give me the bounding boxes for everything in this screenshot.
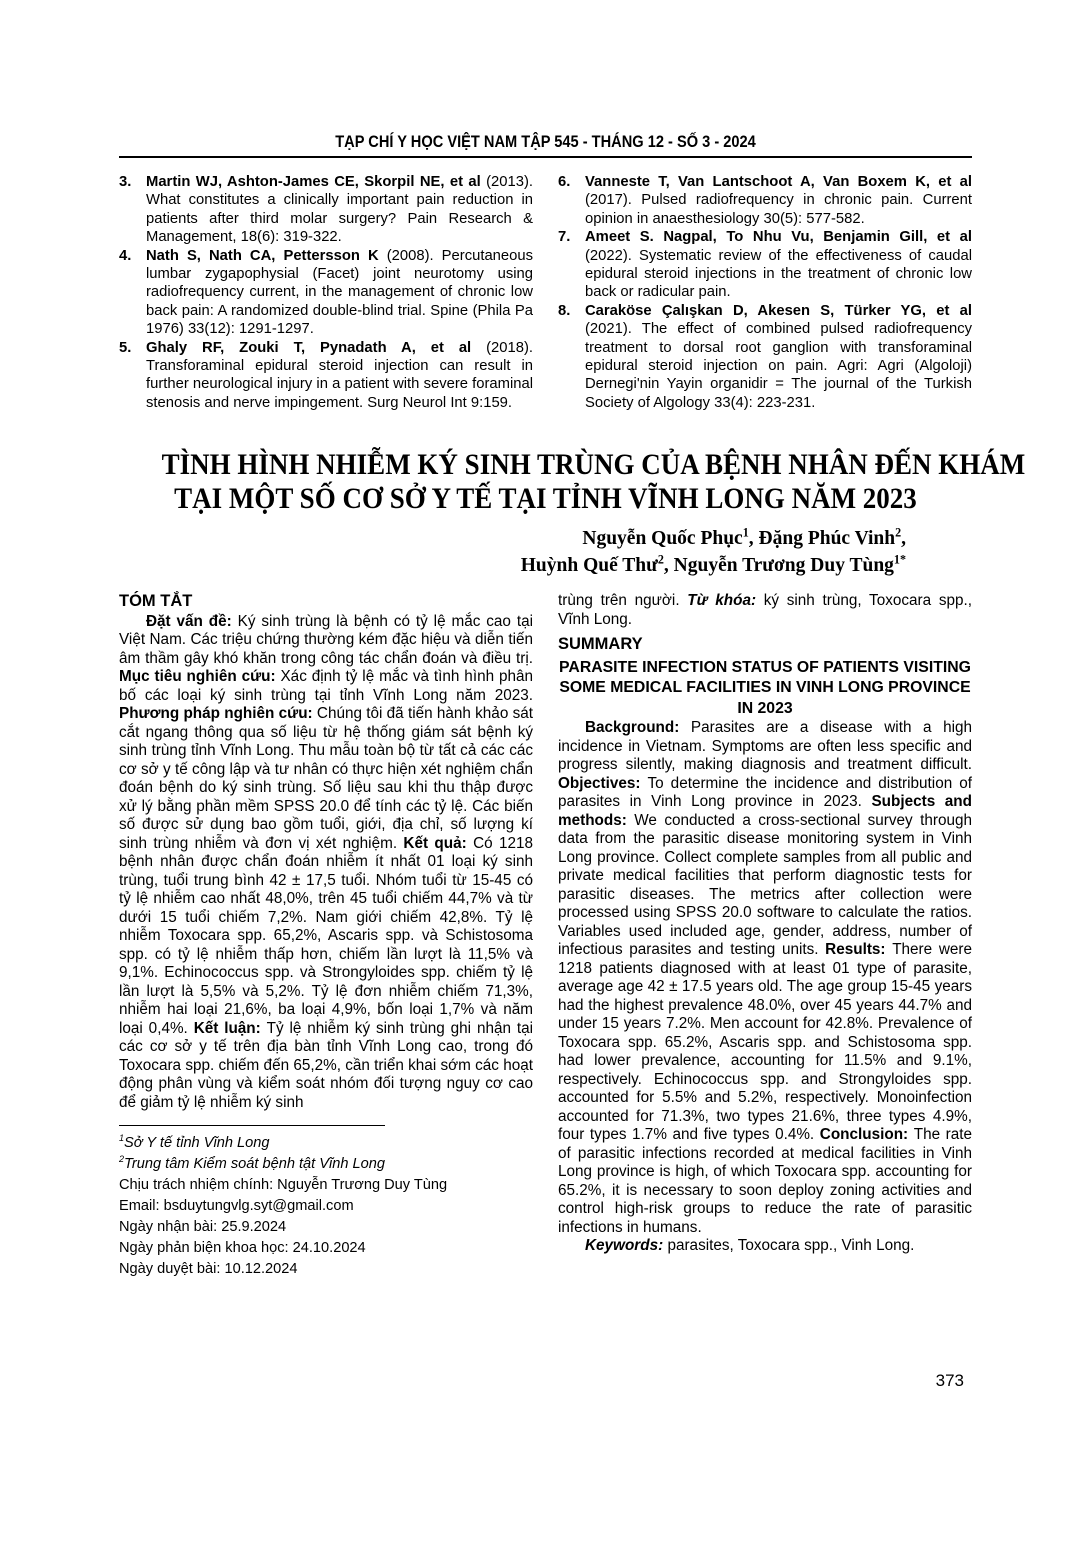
author-affiliation-mark: 1 bbox=[742, 525, 749, 540]
abstract-continuation-paragraph bbox=[558, 592, 972, 629]
keywords-label-vi: Từ khóa: bbox=[687, 592, 764, 610]
abstract-label-results: Kết quả: bbox=[403, 834, 474, 852]
reference-list bbox=[119, 173, 972, 412]
reference-authors: Caraköse Çalışkan D, Akesen S, Türker YG, et al bbox=[585, 302, 972, 319]
text-run: (2013). What constitutes a clinically important pain reduction in patients after third molar surgery? Pain Research & Management, 18(6): 319-322. bbox=[146, 174, 533, 246]
reference-item bbox=[119, 247, 533, 339]
journal-header bbox=[119, 132, 972, 158]
text-run: Có 1218 bệnh nhân được chẩn đoán nhiễm ít nhất 01 loại ký sinh trùng, tuổi trung bình 42 ± 17,5 tuổi. Nhóm tuổi từ 15-45 có tỷ lệ nhiễm cao nhất 48,0%, trên 45 tuổi chiếm 44,7% và từ dưới 15 tuổi chiếm 7,2%. Nam giới chiếm 42,8%. Tỷ lệ nhiễm Toxocara spp. 65,2%, Ascaris spp. và Schistosoma spp. có tỷ lệ nhiễm thấp hơn, chiếm lần lượt là 11,5% và 9,1%. Echinococcus spp. và Strongyloides spp. chiếm tỷ lệ lần lượt là 5,5% và 5,2%. Tỷ lệ đơn nhiễm chiếm 71,3%, nhiễm hai loại 21,6%, ba loại 4,9%, bốn loại 1,7% và năm loại 0,4%. bbox=[119, 834, 533, 1037]
text-run: parasites, Toxocara spp., Vinh Long. bbox=[667, 1237, 915, 1255]
author-name: , Đặng Phúc Vinh bbox=[748, 528, 896, 550]
body-column-right bbox=[558, 592, 972, 1280]
reference-column-right bbox=[558, 173, 972, 412]
text-run: (2018). Transforaminal epidural steroid injection can result in further neurological injury in a patient with severe foraminal stenosis and nerve impingement. Surg Neurol Int 9:159. bbox=[146, 339, 533, 411]
abstract-paragraph bbox=[119, 613, 533, 1113]
abstract-heading: TÓM TẮT bbox=[119, 592, 193, 611]
reference-text bbox=[146, 247, 533, 339]
reference-item bbox=[558, 228, 972, 302]
summary-paragraph bbox=[558, 719, 972, 1237]
text-run: trùng trên người. bbox=[558, 592, 688, 610]
author-affiliation-mark: 2 bbox=[895, 525, 902, 540]
reference-authors: Ameet S. Nagpal, To Nhu Vu, Benjamin Gill, et al bbox=[585, 229, 972, 246]
affiliation-text: Trung tâm Kiểm soát bệnh tật Vĩnh Long bbox=[124, 1156, 385, 1173]
affiliation-1 bbox=[119, 1133, 533, 1154]
keywords-label-en: Keywords: bbox=[585, 1237, 668, 1255]
reference-item bbox=[558, 302, 972, 412]
summary-label-results: Results: bbox=[825, 941, 893, 959]
text-run: Chúng tôi đã tiến hành khảo sát cắt ngang thông qua số liệu từ hệ thống giám sát bệnh ký sinh trùng tỉnh Vĩnh Long. Thu mẫu toàn bộ từ tất cả các các cơ sở y tế công lập và tư nhân có thực hiện xét nghiệm chẩn đoán bệnh do ký sinh trùng. Số liệu sau khi thu thập được xử lý bằng phần mềm SPSS 20.0 để tính các tỷ lệ. Các biến số được sử dụng bao gồm tuổi, giới, địa chỉ, số lượng kí sinh trùng nhiễm và đơn vị xét nghiệm. bbox=[119, 705, 533, 852]
english-title: PARASITE INFECTION STATUS OF PATIENTS VISITING SOME MEDICAL FACILITIES IN VINH LONG PROVINCE IN 2023 bbox=[559, 658, 971, 717]
reference-authors: Ghaly RF, Zouki T, Pynadath A, et al bbox=[146, 339, 472, 356]
reference-text bbox=[585, 228, 972, 302]
article-title bbox=[119, 448, 1026, 516]
text-run: We conducted a cross-sectional survey through data from the parasitic disease monitoring system in Vinh Long province. Collect complete samples from all public and private medical facilities that perform diagnostic tests for parasitic diseases. The metrics after collection were processed using SPSS 20.0 software to calculate the ratios. Variables used included age, gender, address, number of infectious parasites and testing units. bbox=[558, 811, 972, 959]
summary-label-background: Background: bbox=[585, 719, 691, 737]
text-run: (2021). The effect of combined pulsed radiofrequency treatment to dorsal root ganglion with transforaminal epidural steroid injection on pain. Agri: Agri (Algoloji) Dernegi'nin Yayin organidir = The journal of the Turkish Society of Algology 33(4): 223-231. bbox=[585, 321, 972, 411]
reference-text bbox=[585, 302, 972, 412]
email-line: Email: bsduytungvlg.syt@gmail.com bbox=[119, 1198, 354, 1215]
abstract-label-objectives: Mục tiêu nghiên cứu: bbox=[119, 668, 281, 686]
text-run: Tỷ lệ nhiễm ký sinh trùng ghi nhận tại các cơ sở y tế trên địa bàn tỉnh Vĩnh Long cao, trong đó Toxocara spp. chiếm đến 65,2%, cần triển khai sớm các hoạt động phân vùng và kiểm soát nhóm đối tượng nguy cơ cao để giảm tỷ lệ nhiễm ký sinh bbox=[119, 1019, 533, 1111]
page-content bbox=[119, 0, 1026, 1280]
page-number: 373 bbox=[935, 1371, 964, 1390]
accepted-date-line: Ngày duyệt bài: 10.12.2024 bbox=[119, 1261, 298, 1278]
summary-label-conclusion: Conclusion: bbox=[819, 1126, 914, 1144]
text-run: The rate of parasitic infections recorded at medical facilities in Vinh Long province is high, of which Toxocara spp. accounting for 65.2%, it is necessary to soon deploy zoning activities and control high-risk groups to reduce the rate of parasitic infections in humans. bbox=[558, 1126, 973, 1236]
text-run: There were 1218 patients diagnosed with at least 01 type of parasite, average age 42 ± 17.5 years old. The age group 15-45 years had the highest prevalence 48.0%, over 45 years 44.7% and under 15 years 7.2%. Men account for 42.8%. Prevalence of Toxocara spp. 65.2%, Ascaris spp. and Schistosoma spp. had lower prevalence, accounting for 11.5% and 9.1%, respectively. Echinococcus spp. and Strongyloides spp. accounted for 5.5% and 5.2%, respectively. Monoinfection accounted for 71.3%, two types 21.6%, three types 4.9%, four types 1.7% and five types 0.4%. bbox=[558, 941, 972, 1144]
reference-number: 8. bbox=[558, 302, 571, 319]
reference-number: 6. bbox=[558, 174, 571, 190]
author-block bbox=[119, 525, 972, 579]
reference-text bbox=[585, 173, 972, 228]
footnote-block bbox=[119, 1125, 533, 1280]
reference-column-left bbox=[119, 173, 533, 412]
reference-number: 5. bbox=[119, 339, 132, 356]
text-run: ký sinh trùng, Toxocara spp., Vĩnh Long. bbox=[558, 592, 972, 628]
corresponding-author-line: Chịu trách nhiệm chính: Nguyễn Trương Duy Tùng bbox=[119, 1177, 448, 1194]
journal-header-title: TẠP CHÍ Y HỌC VIỆT NAM TẬP 545 - THÁNG 12 - SỐ 3 - 2024 bbox=[335, 132, 756, 151]
reference-number: 4. bbox=[119, 247, 132, 264]
reference-text bbox=[146, 173, 533, 247]
text-run: To determine the incidence and distribution of parasites in Vinh Long province in 2023. bbox=[558, 774, 973, 811]
keywords-paragraph bbox=[558, 1237, 972, 1256]
footnote-separator bbox=[119, 1125, 385, 1126]
text-run: Ký sinh trùng là bệnh có tỷ lệ mắc cao tại Việt Nam. Các triệu chứng thường kém đặc hiệu và diễn tiến âm thầm gây khó khăn trong công tác chẩn đoán và điều trị. bbox=[119, 612, 533, 667]
affiliation-number: 2 bbox=[119, 1154, 125, 1165]
text-run: (2017). Pulsed radiofrequency in chronic pain. Current opinion in anaesthesiology 30(5): 577-582. bbox=[585, 192, 972, 227]
article-body bbox=[119, 592, 972, 1280]
summary-label-objectives: Objectives: bbox=[558, 774, 648, 792]
article-title-line-1: TÌNH HÌNH NHIỄM KÝ SINH TRÙNG CỦA BỆNH NHÂN ĐẾN KHÁM bbox=[161, 448, 1026, 482]
reference-number: 3. bbox=[119, 174, 132, 190]
text-run: , bbox=[901, 528, 906, 550]
affiliation-2 bbox=[119, 1154, 533, 1175]
abstract-label-background: Đặt vấn đề: bbox=[146, 612, 238, 630]
author-name: Huỳnh Quế Thư bbox=[520, 555, 658, 577]
author-affiliation-mark: 1* bbox=[893, 552, 906, 567]
authors-line-1 bbox=[119, 525, 906, 552]
received-date-line: Ngày nhận bài: 25.9.2024 bbox=[119, 1219, 287, 1236]
reference-item bbox=[119, 339, 533, 413]
abstract-label-conclusion: Kết luận: bbox=[193, 1019, 267, 1037]
reference-text bbox=[146, 339, 533, 413]
text-run: (2022). Systematic review of the effectiveness of caudal epidural steroid injections in the treatment of chronic low back or radicular pain. bbox=[585, 247, 972, 301]
text-run: (2008). Percutaneous lumbar zygapophysial (Facet) joint neurotomy using radiofrequency current, in the management of chronic low back pain: A randomized double-blind trial. Spine (Phila Pa 1976) 33(12): 1291-1297. bbox=[146, 247, 533, 338]
abstract-label-methods: Phương pháp nghiên cứu: bbox=[119, 705, 317, 723]
author-name: , Nguyễn Trương Duy Tùng bbox=[663, 555, 894, 577]
text-run: Xác định tỷ lệ mắc và tình hình phân bố các loại ký sinh trùng tại tỉnh Vĩnh Long năm 2023. bbox=[119, 668, 533, 704]
author-affiliation-mark: 2 bbox=[657, 552, 664, 567]
article-title-line-2: TẠI MỘT SỐ CƠ SỞ Y TẾ TẠI TỈNH VĨNH LONG NĂM 2023 bbox=[174, 482, 917, 516]
reference-number: 7. bbox=[558, 229, 571, 246]
author-name: Nguyễn Quốc Phục bbox=[582, 528, 743, 550]
affiliation-number: 1 bbox=[119, 1133, 125, 1144]
reference-item bbox=[558, 173, 972, 228]
text-run: Parasites are a disease with a high incidence in Vietnam. Symptoms are often less specific and progress silently, making diagnosis and treatment difficult. bbox=[558, 719, 972, 774]
reference-authors: Vanneste T, Van Lantschoot A, Van Boxem K, et al bbox=[585, 174, 972, 190]
reference-authors: Nath S, Nath CA, Pettersson K bbox=[146, 247, 379, 264]
reference-item bbox=[119, 173, 533, 247]
reference-authors: Martin WJ, Ashton-James CE, Skorpil NE, et al bbox=[146, 174, 481, 190]
summary-label-methods: Subjects and methods: bbox=[558, 793, 972, 829]
affiliation-text: Sở Y tế tỉnh Vĩnh Long bbox=[124, 1135, 270, 1152]
body-column-left bbox=[119, 592, 533, 1280]
authors-line-2 bbox=[119, 552, 906, 579]
summary-heading: SUMMARY bbox=[558, 635, 643, 654]
reviewed-date-line: Ngày phản biện khoa học: 24.10.2024 bbox=[119, 1240, 366, 1257]
